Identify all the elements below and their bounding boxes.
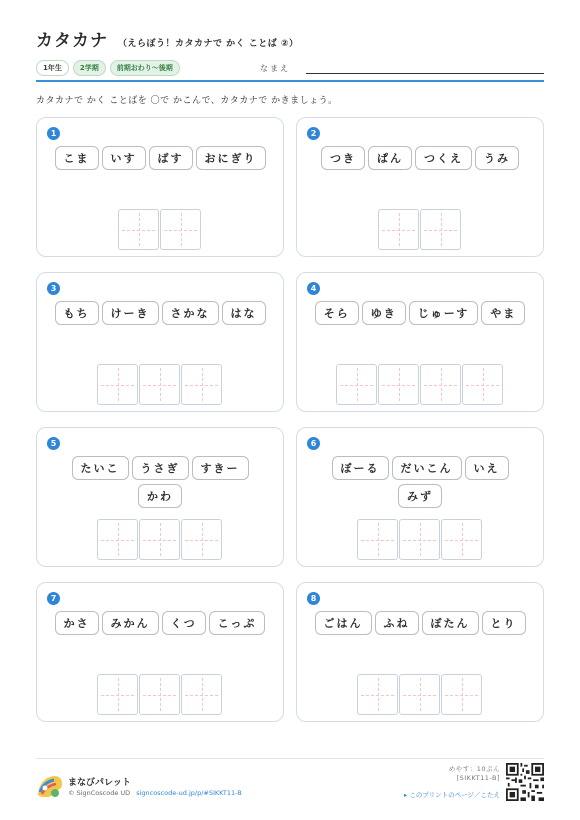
answer-boxes	[37, 519, 283, 560]
footer-divider	[36, 758, 544, 759]
site-link[interactable]: signcoscode-ud.jp/p/#SIKKT11-B	[136, 789, 242, 797]
term-tag: 2学期	[73, 60, 106, 76]
answer-boxes	[37, 674, 283, 715]
word-choice[interactable]: ばす	[149, 146, 193, 170]
answer-box[interactable]	[462, 364, 503, 405]
answer-boxes	[37, 209, 283, 250]
word-choice[interactable]: ごはん	[315, 611, 372, 635]
word-choice[interactable]: かわ	[138, 484, 182, 508]
word-choice[interactable]: ゆき	[362, 301, 406, 325]
page-title: カタカナ	[36, 31, 108, 51]
word-choice[interactable]: もち	[55, 301, 99, 325]
word-choice[interactable]: ぼたん	[422, 611, 479, 635]
word-choice[interactable]: いす	[102, 146, 146, 170]
answer-boxes	[297, 209, 543, 250]
word-choice[interactable]: つくえ	[415, 146, 472, 170]
word-choice[interactable]: そら	[315, 301, 359, 325]
answer-box[interactable]	[378, 209, 419, 250]
answer-box[interactable]	[399, 674, 440, 715]
problem-card-6	[296, 427, 544, 567]
problem-card-4	[296, 272, 544, 412]
period-tag: 前期おわり〜後期	[110, 60, 180, 76]
word-choice[interactable]: うみ	[475, 146, 519, 170]
answer-box[interactable]	[139, 519, 180, 560]
problem-card-7	[36, 582, 284, 722]
problem-number: 8	[307, 592, 320, 605]
word-choice[interactable]: くつ	[162, 611, 206, 635]
word-choice[interactable]: かさ	[55, 611, 99, 635]
answer-box[interactable]	[139, 364, 180, 405]
problem-card-3	[36, 272, 284, 412]
brand-name: まなびパレット	[68, 778, 131, 788]
answer-box[interactable]	[118, 209, 159, 250]
problem-number: 4	[307, 282, 320, 295]
answer-box[interactable]	[181, 519, 222, 560]
answer-boxes	[297, 674, 543, 715]
problem-number: 7	[47, 592, 60, 605]
word-choice[interactable]: とり	[482, 611, 526, 635]
problem-card-1	[36, 117, 284, 257]
answer-box[interactable]	[441, 519, 482, 560]
answer-page-link[interactable]: ▸ このプリントのページ／こたえ	[404, 791, 500, 799]
word-choice[interactable]: いえ	[465, 456, 509, 480]
word-choice[interactable]: こっぷ	[209, 611, 266, 635]
answer-box[interactable]	[357, 519, 398, 560]
answer-box[interactable]	[420, 209, 461, 250]
word-choices	[37, 301, 283, 325]
word-choice[interactable]: ふね	[375, 611, 419, 635]
problem-number: 1	[47, 127, 60, 140]
word-choice[interactable]: けーき	[102, 301, 159, 325]
grade-tag: 1年生	[36, 60, 69, 76]
word-choice[interactable]: じゅーす	[409, 301, 478, 325]
answer-box[interactable]	[181, 364, 222, 405]
answer-box[interactable]	[399, 519, 440, 560]
page-subtitle: （えらぼう！カタカナで かく ことば ②）	[118, 39, 299, 49]
answer-box[interactable]	[336, 364, 377, 405]
title-row	[36, 26, 299, 51]
meta-row	[36, 60, 544, 76]
answer-box[interactable]	[441, 674, 482, 715]
answer-box[interactable]	[97, 519, 138, 560]
answer-boxes	[297, 519, 543, 560]
answer-boxes	[37, 364, 283, 405]
problem-number: 6	[307, 437, 320, 450]
instruction: カタカナで かく ことばを 〇で かこんで、カタカナで かきましょう。	[36, 96, 338, 106]
word-choice[interactable]: ぼーる	[332, 456, 389, 480]
qr-code-icon[interactable]	[506, 763, 544, 801]
word-choices	[297, 456, 543, 508]
word-choices	[37, 146, 283, 170]
name-label: なまえ	[260, 63, 290, 73]
word-choice[interactable]: はな	[222, 301, 266, 325]
answer-box[interactable]	[420, 364, 461, 405]
word-choices	[297, 611, 543, 635]
answer-box[interactable]	[378, 364, 419, 405]
answer-box[interactable]	[160, 209, 201, 250]
word-choices	[297, 301, 543, 325]
word-choice[interactable]: こま	[55, 146, 99, 170]
copyright: © SignCoscode UD	[68, 789, 131, 797]
word-choice[interactable]: つき	[321, 146, 365, 170]
problem-card-2	[296, 117, 544, 257]
copyright-line	[68, 789, 242, 797]
word-choice[interactable]: みず	[398, 484, 442, 508]
problem-number: 5	[47, 437, 60, 450]
answer-box[interactable]	[139, 674, 180, 715]
word-choice[interactable]: うさぎ	[132, 456, 189, 480]
word-choice[interactable]: おにぎり	[196, 146, 266, 170]
problem-card-8	[296, 582, 544, 722]
answer-box[interactable]	[97, 364, 138, 405]
word-choice[interactable]: ぱん	[368, 146, 412, 170]
word-choice[interactable]: さかな	[162, 301, 219, 325]
problem-card-5	[36, 427, 284, 567]
word-choices	[37, 611, 283, 635]
answer-box[interactable]	[97, 674, 138, 715]
word-choice[interactable]: だいこん	[392, 456, 462, 480]
header-divider	[36, 80, 544, 82]
answer-box[interactable]	[357, 674, 398, 715]
word-choice[interactable]: すきー	[192, 456, 249, 480]
word-choice[interactable]: たいこ	[72, 456, 129, 480]
word-choices	[297, 146, 543, 170]
word-choice[interactable]: やま	[481, 301, 525, 325]
problem-number: 3	[47, 282, 60, 295]
worksheet-code: [SIKKT11-B]	[456, 774, 500, 782]
problem-number: 2	[307, 127, 320, 140]
word-choice[interactable]: みかん	[102, 611, 159, 635]
word-choices	[37, 456, 283, 508]
name-line[interactable]	[306, 73, 544, 74]
time-estimate: めやす：10ぷん	[448, 765, 500, 773]
answer-box[interactable]	[181, 674, 222, 715]
palette-logo-icon	[36, 772, 64, 798]
answer-boxes	[297, 364, 543, 405]
